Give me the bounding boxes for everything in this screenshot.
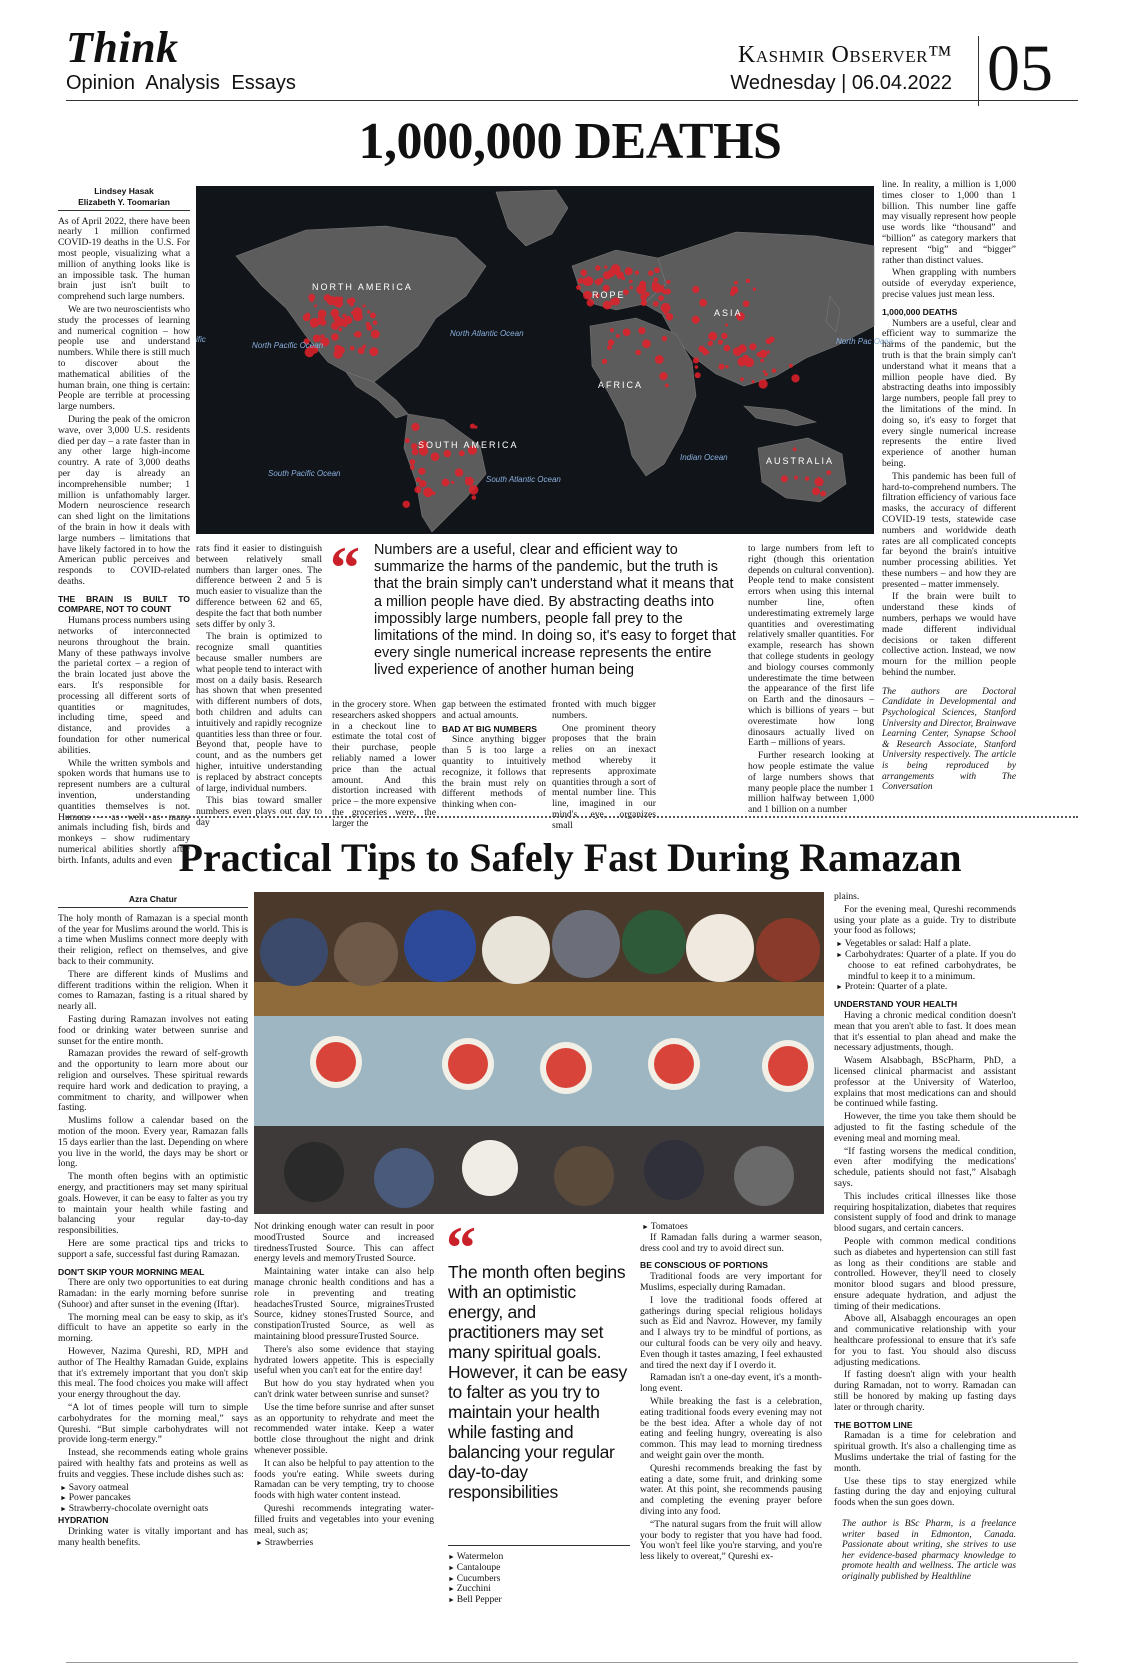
death-dot xyxy=(338,297,343,302)
death-dot xyxy=(705,351,709,355)
death-dot xyxy=(734,281,738,285)
death-dot xyxy=(635,271,639,275)
death-dot xyxy=(724,345,731,352)
article2-byline: Azra Chatur xyxy=(58,894,248,908)
paragraph: While the written symbols and spoken words that humans use to represent numbers are a cultural invention, understanding quantities themselves is not. Humans – as well as many animals including fish, birds and monkeys – show rudimentary numerical abilities shortly after birth. Infants, adults and even xyxy=(58,757,190,866)
paragraph: It can also be helpful to pay attention to the foods you're eating. While sweets during Ramadan can be very tempting, try to choose foods with high water content instead. xyxy=(254,1457,434,1502)
death-dot xyxy=(753,288,756,291)
paragraph: plains. xyxy=(834,891,860,902)
death-dot xyxy=(767,350,770,353)
death-dot xyxy=(666,280,670,284)
death-dot xyxy=(769,336,775,342)
article2-column-3-list xyxy=(446,1552,626,1652)
article1-headline: 1,000,000 DEATHS xyxy=(358,113,782,170)
death-dot xyxy=(662,336,667,341)
author-name-1: Lindsey Hasak xyxy=(94,186,154,196)
paragraph: Qureshi recommends breaking the fast by eating a date, some fruit, and drinking some water. At this point, she recommends pausing and completing the evening prayer before diving into any food. xyxy=(640,1462,822,1517)
watermelon xyxy=(316,1042,356,1082)
paragraph: There are only two opportunities to eat during Ramadan: in the early morning before sunrise (Suhoor) and after sunset in the evening (Iftar). xyxy=(58,1277,248,1310)
paragraph: But how do you stay hydrated when you can't drink water between sunrise and sunset? xyxy=(254,1378,434,1400)
list-item: ► Cantaloupe xyxy=(460,1563,626,1574)
paragraph: There's also some evidence that staying hydrated lowers appetite. This is especially useful when you can't eat for the entire day! xyxy=(254,1343,434,1377)
death-dot xyxy=(318,310,327,319)
section-kicker: Opinion Analysis Essays xyxy=(66,72,296,94)
death-dot xyxy=(805,477,809,481)
article1-pull-quote: Numbers are a useful, clear and efficient way to summarize the harms of the pandemic, but the truth is that the brain simply can't understand what it means that a million people have died. By abstracting deaths into impossibly large numbers, people fall prey to the limitations of the mind. In doing so, it's easy to forget that every single numerical increase represents the entire lived experience of another human being xyxy=(374,542,736,679)
death-dot xyxy=(602,359,607,364)
list-item: ► Carbohydrates: Quarter of a plate. If you do choose to eat refined carbohydrates, be mindful to keep it to a minimum. xyxy=(848,950,1016,982)
death-dot xyxy=(749,343,756,350)
paragraph: to large numbers from left to right (though this orientation depends on cultural convention). People tend to make consistent errors when using this internal number line, often underestimating extremely large quantities and overestimating relatively smaller quantities. For example, research has shown that college students in geology and biology courses commonly underestimate the time between the appearance of the first life on Earth and the dinosaurs – which is billions of years – but overestimate how long dinosaurs actually lived on Earth – millions of years. xyxy=(748,543,874,749)
paragraph: I love the traditional foods offered at gatherings during special religious holidays such as Eid and Navroz. However, my family and I always try to be mindful of portions, as our cultural foods can be very oily and heavy. Even though it tastes amazing, I feel exhausted and tired the next day if I overdo it. xyxy=(640,1294,822,1371)
death-dot xyxy=(603,301,612,310)
article1-column-6 xyxy=(748,543,874,816)
person xyxy=(644,1140,704,1200)
death-dot xyxy=(587,299,594,306)
paragraph: line. In reality, a million is 1,000 times closer to 1,000 than 1 billion. This number line gaffe may visually represent how people use words like “thousand” and “billion” as category markers that represent “big” and “bigger” rather than distinct values. xyxy=(882,179,1016,266)
death-dot xyxy=(303,314,310,321)
death-dot xyxy=(370,313,376,319)
page-number: 05 xyxy=(978,36,1053,106)
death-dot xyxy=(459,450,465,456)
breakfast-list xyxy=(58,1483,248,1515)
paragraph: This bias toward smaller numbers even plays out day to day xyxy=(196,795,322,828)
paragraph: Drinking water is vitally important and has many health benefits. xyxy=(58,1525,248,1548)
author-name-2: Elizabeth Y. Toomarian xyxy=(78,196,170,207)
list-item: ► Strawberries xyxy=(268,1538,434,1549)
paragraph: in the grocery store. When researchers asked shoppers in a checkout line to estimate the total cost of their purchase, people reliably named a lower price than the actual amount. And this distortion increased with price – the more expensive the groceries were, the larger the xyxy=(332,699,436,829)
paragraph: Instead, she recommends eating whole grains paired with healthy fats and proteins as well as fruits and veggies. These include dishes such as: xyxy=(58,1447,248,1480)
list-item: ► Bell Pepper xyxy=(460,1595,626,1606)
death-dot xyxy=(730,291,735,296)
paragraph: The morning meal can be easy to skip, as it's difficult to have an appetite so early in the morning. xyxy=(58,1311,248,1345)
death-dot xyxy=(431,452,440,461)
paragraph: If the brain were built to understand these kinds of numbers, perhaps we would have made different individual decisions or taken different collective action. Instead, we now mourn for the million people behind the number. xyxy=(882,591,1016,679)
death-dot xyxy=(363,305,366,308)
death-dot xyxy=(772,369,776,373)
death-dot xyxy=(820,491,826,497)
person xyxy=(552,910,620,978)
watermelon xyxy=(546,1048,586,1088)
masthead: Kashmir Observer™ xyxy=(738,42,952,68)
death-dot xyxy=(826,470,831,475)
list-item: ► Protein: Quarter of a plate. xyxy=(848,982,1016,993)
death-dot xyxy=(354,332,359,337)
death-dot xyxy=(794,476,798,480)
death-dot xyxy=(610,328,614,332)
article2-pull-quote: The month often begins with an optimistic energy, and practitioners may set many spiritual goals. However, it can be easy to falter as you try to maintain your health while fasting and balancing your regular day-to-day responsibilities xyxy=(448,1262,627,1502)
list-item: ► Strawberry-chocolate overnight oats xyxy=(72,1504,248,1515)
paragraph: Numbers are a useful, clear and efficient way to summarize the harms of the pandemic, but the truth is that the brain simply can't understand what it means that a million people have died. By abstracting deaths into impossibly large numbers, people fall prey to the limitations of the mind. In doing so, it's easy to forget that every single numerical increase represents the entire lived experience of another human being. xyxy=(882,317,1016,469)
death-dot xyxy=(793,447,797,451)
death-dot xyxy=(614,269,620,275)
death-dot xyxy=(350,346,355,351)
death-dot xyxy=(324,294,331,301)
covid-world-map xyxy=(196,186,893,534)
death-dot xyxy=(470,424,475,429)
death-dot xyxy=(725,365,728,368)
death-dot xyxy=(742,355,749,362)
paragraph: Ramadan isn't a one-day event, it's a month-long event. xyxy=(640,1372,822,1395)
death-dot xyxy=(451,481,454,484)
list-item: ► Watermelon xyxy=(460,1552,626,1563)
paragraph: Qureshi recommends integrating water-filled fruits and vegetables into your evening meal, such as; xyxy=(254,1502,434,1536)
death-dot xyxy=(373,320,378,325)
death-dot xyxy=(607,345,612,350)
person xyxy=(622,910,686,974)
paragraph: Not drinking enough water can result in poor moodTrusted Source and increased tirednessTrusted Source. This can affect energy levels and memoryTrusted Source. xyxy=(254,1221,434,1265)
person xyxy=(334,922,398,986)
pull-quote-rule xyxy=(448,1545,630,1546)
paragraph: During the peak of the omicron wave, over 3,000 U.S. residents died per day – a rate faster than in any other large high-income country. A rate of 3,000 deaths per day is already an incomprehensible number; 1 million is unfathomably larger. Modern neuroscience research can shed light on the limitations of the brain in how it deals with large numbers – limitations that have likely factored in to how the American public perceives and responds to COVID-related deaths. xyxy=(58,413,190,587)
death-dot xyxy=(815,477,824,486)
article1-column-3 xyxy=(332,699,436,829)
death-dot xyxy=(743,300,750,307)
subheading: UNDERSTAND YOUR HEALTH xyxy=(834,999,958,1010)
article1-byline xyxy=(58,186,190,211)
subheading: HYDRATION xyxy=(58,1515,109,1526)
paragraph: Use the time before sunrise and after sunset as an opportunity to rehydrate and meet the recommended water intake. Keep a water bottle close throughout the night and drink whenever possible. xyxy=(254,1401,434,1456)
paragraph: Above all, Alsabaggh encourages an open and communicative relationship with your healthcare professional to ensure that it's safe for you to fast. You should also discuss adjusting medications. xyxy=(834,1313,1016,1368)
paragraph: rats find it easier to distinguish between relatively small numbers than larger ones. The difference between 2 and 5 is much easier to visualize than the difference between 62 and 65, despite the fact that both number sets differ by only 3. xyxy=(196,543,323,630)
author-note: The author is BSc Pharm, is a freelance writer based in Edmonton, Canada. Passionate about writing, she strives to use her evidence-based pharmacy knowledge to promote health and wellness. The article was originally published by Healthline xyxy=(842,1519,1016,1582)
list-item: ► Zucchini xyxy=(460,1584,626,1595)
label-asia: ASIA xyxy=(714,308,743,318)
list-item: ► Savory oatmeal xyxy=(72,1483,248,1494)
paragraph: “A lot of times people will turn to simple carbohydrates for the morning meal,” says Qureshi. “But simple carbohydrates will not provide long-term energy.” xyxy=(58,1402,248,1446)
vegetable-list xyxy=(446,1552,626,1606)
paragraph: Traditional foods are very important for Muslims, especially during Ramadan. xyxy=(640,1271,822,1293)
death-dot xyxy=(598,278,603,283)
death-dot xyxy=(418,468,425,475)
death-dot xyxy=(699,299,707,307)
death-dot xyxy=(353,312,363,322)
death-dot xyxy=(371,330,380,339)
death-dot xyxy=(721,333,727,339)
death-dot xyxy=(791,374,799,382)
paragraph: For the evening meal, Qureshi recommends using your plate as a guide. Try to distribute your food as follows; xyxy=(834,903,1016,937)
death-dot xyxy=(642,339,651,348)
subheading: THE BOTTOM LINE xyxy=(834,1419,913,1430)
label-north-pacific-right: North Pac Ocea xyxy=(836,337,893,346)
death-dot xyxy=(367,310,370,313)
death-dot xyxy=(692,286,699,293)
death-dot xyxy=(718,340,723,345)
list-item: ► Cucumbers xyxy=(460,1574,626,1585)
death-dot xyxy=(411,443,417,449)
subheading: THE BRAIN IS BUILT TO COMPARE, NOT TO COUNT xyxy=(58,593,190,615)
death-dot xyxy=(608,339,614,345)
death-dot xyxy=(331,333,339,341)
death-dot xyxy=(469,485,479,495)
person xyxy=(756,918,820,982)
subheading: DON'T SKIP YOUR MORNING MEAL xyxy=(58,1266,205,1277)
paragraph: Fasting during Ramazan involves not eating food or drinking water between sunrise and sunset for the entire month. xyxy=(58,1013,248,1047)
paragraph: Having a chronic medical condition doesn't mean that you aren't able to fast. It does mean that it's essential to plan ahead and make the necessary adjustments, though. xyxy=(834,1009,1016,1054)
death-dot xyxy=(719,364,725,370)
subheading: 1,000,000 DEATHS xyxy=(882,306,958,317)
death-dot xyxy=(405,438,410,443)
watermelon xyxy=(654,1044,694,1084)
death-dot xyxy=(604,265,607,268)
death-dot xyxy=(635,350,641,356)
section-title: Think xyxy=(66,23,179,72)
page-bottom-rule xyxy=(66,1662,1078,1663)
article1-column-5 xyxy=(552,699,656,831)
death-dot xyxy=(444,450,451,457)
article2-headline: Practical Tips to Safely Fast During Ramazan xyxy=(178,835,962,880)
death-dot xyxy=(584,276,593,285)
death-dot xyxy=(652,283,662,293)
article2-column-4 xyxy=(640,1222,822,1658)
quote-mark-icon: “ xyxy=(330,535,360,601)
death-dot xyxy=(746,279,750,283)
quote-mark-icon: “ xyxy=(446,1215,476,1281)
death-dot xyxy=(369,347,378,356)
death-dot xyxy=(740,377,744,381)
list-item: ► Tomatoes xyxy=(654,1222,822,1233)
paragraph: This pandemic has been full of hard-to-comprehend numbers. The filtration efficiency of various face masks, the accuracy of different COVID-19 tests, statewide case numbers and worldwide death rates are all complicated concepts far beyond the brain's intuitive number processing abilities. Yet these numbers – and how they are presented – matter immensely. xyxy=(882,470,1016,590)
paragraph: Since anything bigger than 5 is too large a quantity to intuitively recognize, it follows that the brain must rely on different methods of thinking when con- xyxy=(442,734,546,811)
paragraph: While breaking the fast is a celebration, eating traditional foods every evening may not be the best idea. After a whole day of not eating and feeling hungry, overeating is also common. This may lead to morning tiredness and weight gain over the month. xyxy=(640,1395,822,1461)
watermelon xyxy=(448,1044,488,1084)
paragraph: “The natural sugars from the fruit will allow your body to register that you have had food. You won't feel like you're starving, and you're less likely to overeat,” Qureshi ex- xyxy=(640,1518,822,1563)
author-note: The authors are Doctoral Candidate in Developmental and Psychological Sciences, Stanford University and Director, Brainwave Learning Center, Synapse School & Research Associate, Stanford University respectively. The article is being reproduced by arrangements with The Conversation xyxy=(882,686,1017,793)
death-dot xyxy=(699,346,705,352)
death-dot xyxy=(582,272,586,276)
death-dot xyxy=(789,364,793,368)
death-dot xyxy=(781,475,788,482)
article1-column-1 xyxy=(58,186,190,866)
label-north-atlantic: North Atlantic Ocean xyxy=(450,329,524,338)
person xyxy=(554,1146,614,1206)
paragraph: If Ramadan falls during a warmer season, dress cool and try to avoid direct sun. xyxy=(640,1231,822,1254)
death-dot xyxy=(334,349,343,358)
label-north-pacific: North Pacific Ocean xyxy=(252,341,324,350)
death-dot xyxy=(603,271,611,279)
label-south-pacific: South Pacific Ocean xyxy=(268,469,341,478)
death-dot xyxy=(414,486,421,493)
watermelon xyxy=(768,1046,808,1086)
death-dot xyxy=(665,289,671,295)
paragraph: The month often begins with an optimistic energy, and practitioners may set many spiritual goals. However, it can be easy to falter as you try to maintain your health while fasting and balancing your regular day-to-day responsibilities. xyxy=(58,1171,248,1237)
paragraph: However, the time you take them should be adjusted to fit the fasting schedule of the evening meal and morning meal. xyxy=(834,1111,1016,1144)
paragraph: Further research looking at how people estimate the value of large numbers shows that many people place the number 1 million halfway between 1,000 and 1 billion on a number xyxy=(748,750,874,816)
death-dot xyxy=(738,344,746,352)
death-dot xyxy=(658,295,664,301)
death-dot xyxy=(656,360,659,363)
label-indian-ocean: Indian Ocean xyxy=(680,453,728,462)
person xyxy=(374,1148,434,1208)
death-dot xyxy=(403,501,410,508)
death-dot xyxy=(763,370,766,373)
death-dot xyxy=(411,464,414,467)
death-dot xyxy=(595,265,600,270)
death-dot xyxy=(665,384,669,388)
person xyxy=(284,1142,344,1202)
plate-guide-list xyxy=(834,939,1016,993)
death-dot xyxy=(725,324,728,327)
death-dot xyxy=(655,355,664,364)
death-dot xyxy=(764,373,768,377)
death-dot xyxy=(472,495,477,500)
paragraph: We are two neuroscientists who study the processes of learning and numerical cognition – how people use and understand numbers. While there is still much to discover about the mathematical abilities of the human brain, one thing is certain: People are terrible at processing large numbers. xyxy=(58,303,190,413)
death-dot xyxy=(654,277,659,282)
death-dot xyxy=(654,267,660,273)
death-dot xyxy=(344,316,352,324)
death-dot xyxy=(423,487,433,497)
paragraph: Maintaining water intake can also help manage chronic health conditions and has a role in preventing and treating headachesTrusted Source, migrainesTrusted Source, kidney stonesTrusted Source, and constipationTrusted Source, as well as maintaining blood pressureTrusted Source. xyxy=(254,1266,434,1342)
paragraph: gap between the estimated and actual amounts. xyxy=(442,699,546,721)
paragraph: fronted with much bigger numbers. xyxy=(552,699,656,721)
paragraph: When grappling with numbers outside of everyday experience, precise values just mean less. xyxy=(882,267,1016,300)
death-dot xyxy=(455,468,463,476)
paragraph: Here are some practical tips and tricks to support a safe, successful fast during Ramazan. xyxy=(58,1237,248,1260)
death-dot xyxy=(760,359,764,363)
iftar-photo xyxy=(254,892,824,1214)
death-dot xyxy=(625,267,633,275)
article-separator xyxy=(66,816,1078,822)
paragraph: If fasting doesn't align with your health during Ramadan, not to worry. Ramadan can still be honored by making up fasting days later or through charity. xyxy=(834,1369,1016,1413)
death-dot xyxy=(338,328,342,332)
paragraph: Wasem Alsabbagh, BScPharm, PhD, a licensed clinical pharmacist and assistant professor at the University of Waterloo, explains that most medications can and should be continued while fasting. xyxy=(834,1055,1016,1110)
death-dot xyxy=(416,477,421,482)
person xyxy=(404,910,476,982)
person xyxy=(686,914,754,982)
death-dot xyxy=(595,280,598,283)
death-dot xyxy=(751,380,754,383)
death-dot xyxy=(708,341,713,346)
death-dot xyxy=(812,487,820,495)
death-dot xyxy=(347,298,353,304)
label-europe: ROPE xyxy=(592,290,626,300)
death-dot xyxy=(623,328,631,336)
article1-column-4 xyxy=(442,699,546,811)
death-dot xyxy=(358,348,365,355)
article2-column-1 xyxy=(58,894,248,1654)
death-dot xyxy=(653,301,659,307)
article2-column-5 xyxy=(834,892,1016,1658)
death-dot xyxy=(333,315,340,322)
death-dot xyxy=(410,459,416,465)
list-item: ► Power pancakes xyxy=(72,1493,248,1504)
death-dot xyxy=(708,332,717,341)
label-africa: AFRICA xyxy=(598,380,644,390)
paragraph: Use these tips to stay energized while fasting during the day and enjoying cultural foods when the sun goes down. xyxy=(834,1475,1016,1509)
death-dot xyxy=(759,379,768,388)
death-dot xyxy=(693,357,699,363)
death-dot xyxy=(366,325,372,331)
paragraph: Ramazan provides the reward of self-growth and the opportunity to learn more about our religion and ourselves. These spiritual rewards require hard work and dedication to praying, a commitment to charity, and willpower when fasting. xyxy=(58,1048,248,1114)
article1-column-2 xyxy=(196,543,323,828)
fruit-list xyxy=(254,1538,434,1549)
label-north-america: NORTH AMERICA xyxy=(312,282,413,292)
death-dot xyxy=(310,298,314,302)
death-dot xyxy=(616,334,620,338)
death-dot xyxy=(411,423,419,431)
death-dot xyxy=(666,313,674,321)
person xyxy=(482,916,550,984)
label-australia: AUSTRALIA xyxy=(766,456,835,466)
label-south-america: SOUTH AMERICA xyxy=(418,440,519,450)
paragraph: Muslims follow a calendar based on the motion of the moon. Every year, Ramazan falls 15 days earlier than the last. Depending on where you live in the world, the days may be short or long. xyxy=(58,1115,248,1170)
death-dot xyxy=(331,322,339,330)
label-south-atlantic: South Atlantic Ocean xyxy=(486,475,561,484)
paragraph: The brain is optimized to recognize small quantities because smaller numbers are what people tend to interact with most on a daily basis. Research has shown that when presented with different numbers of dots, both children and adults can intuitively and rapidly recognize quantities less than three or four. Beyond that, people have to count, and as the numbers get higher, intuitive understanding is replaced by abstract concepts of large, individual numbers. xyxy=(196,631,323,794)
lead-paragraph: As of April 2022, there have been nearly 1 million confirmed COVID-19 deaths in the U.S. For most people, visualizing what a million of anything looks like is an impossible task. The human brain just isn't built to comprehend such large numbers. xyxy=(58,215,190,303)
paragraph: Ramadan is a time for celebration and spiritual growth. It's also a challenging time as Muslims undertake the trial of fasting for the month. xyxy=(834,1430,1016,1474)
death-dot xyxy=(465,477,468,480)
death-dot xyxy=(629,280,633,284)
list-item: ► Vegetables or salad: Half a plate. xyxy=(848,939,1016,950)
paragraph: There are different kinds of Muslims and different traditions within the religion. When it comes to Ramazan, fasting is a ritual shared by nearly all. xyxy=(58,968,248,1013)
death-dot xyxy=(576,285,581,290)
article1-column-7 xyxy=(882,179,1017,793)
death-dot xyxy=(638,327,645,334)
paragraph: People with common medical conditions such as diabetes and hypertension can still fast as long as their conditions are stable and controlled. However, they'll need to closely monitor blood sugars and blood pressure, ensure adequate hydration, and adjust the timing of their medications. xyxy=(834,1235,1016,1312)
death-dot xyxy=(442,479,450,487)
death-dot xyxy=(640,284,647,291)
person xyxy=(462,1140,518,1196)
article2-column-2 xyxy=(254,1222,434,1658)
subheading: BAD AT BIG NUMBERS xyxy=(442,723,538,734)
death-dot xyxy=(659,372,667,380)
death-dot xyxy=(648,270,653,275)
death-dot xyxy=(695,372,701,378)
person xyxy=(260,918,328,986)
death-dot xyxy=(311,322,317,328)
label-edge-left: ific xyxy=(196,335,206,344)
death-dot xyxy=(630,286,633,289)
issue-date: Wednesday | 06.04.2022 xyxy=(730,72,952,94)
header-rule xyxy=(66,100,1078,101)
lead-paragraph: The holy month of Ramazan is a special month of the year for Muslims around the world. This is a time when Muslims connect more deeply with their religion, reflect on themselves, and give back to their community. xyxy=(58,912,248,967)
death-dot xyxy=(695,365,699,369)
subheading: BE CONSCIOUS OF PORTIONS xyxy=(640,1260,768,1271)
death-dot xyxy=(645,292,650,297)
death-dot xyxy=(314,304,317,307)
death-dot xyxy=(692,316,700,324)
death-dot xyxy=(641,300,647,306)
death-dot xyxy=(759,350,767,358)
paragraph: “If fasting worsens the medical condition, even after modifying the medications' schedule, patients should not fast,” Alsabagh says. xyxy=(834,1145,1016,1189)
paragraph: Humans process numbers using networks of interconnected neurons throughout the brain. Many of these pathways involve the parietal cortex – a region of the brain located just above the ears. It's responsible for processing all different sorts of quantities or magnitudes, including time, speed and distance, and provides a foundation for other numerical abilities. xyxy=(58,615,190,756)
paragraph: One prominent theory proposes that the brain relies on an inexact method whereby it represents approximate quantities through a sort of mental number line. This line, imagined in our mind's eye, organizes small xyxy=(552,722,656,831)
paragraph: However, Nazima Qureshi, RD, MPH and author of The Healthy Ramadan Guide, explains that it's extremely important that you don't skip this meal. The food choices you make will affect your energy throughout the day. xyxy=(58,1346,248,1401)
death-dot xyxy=(583,291,592,300)
paragraph: This includes critical illnesses like those requiring hospitalization, diabetes that requires consistent supply of food and drink to manage blood sugars, and certain cancers. xyxy=(834,1190,1016,1235)
person xyxy=(734,1146,794,1206)
